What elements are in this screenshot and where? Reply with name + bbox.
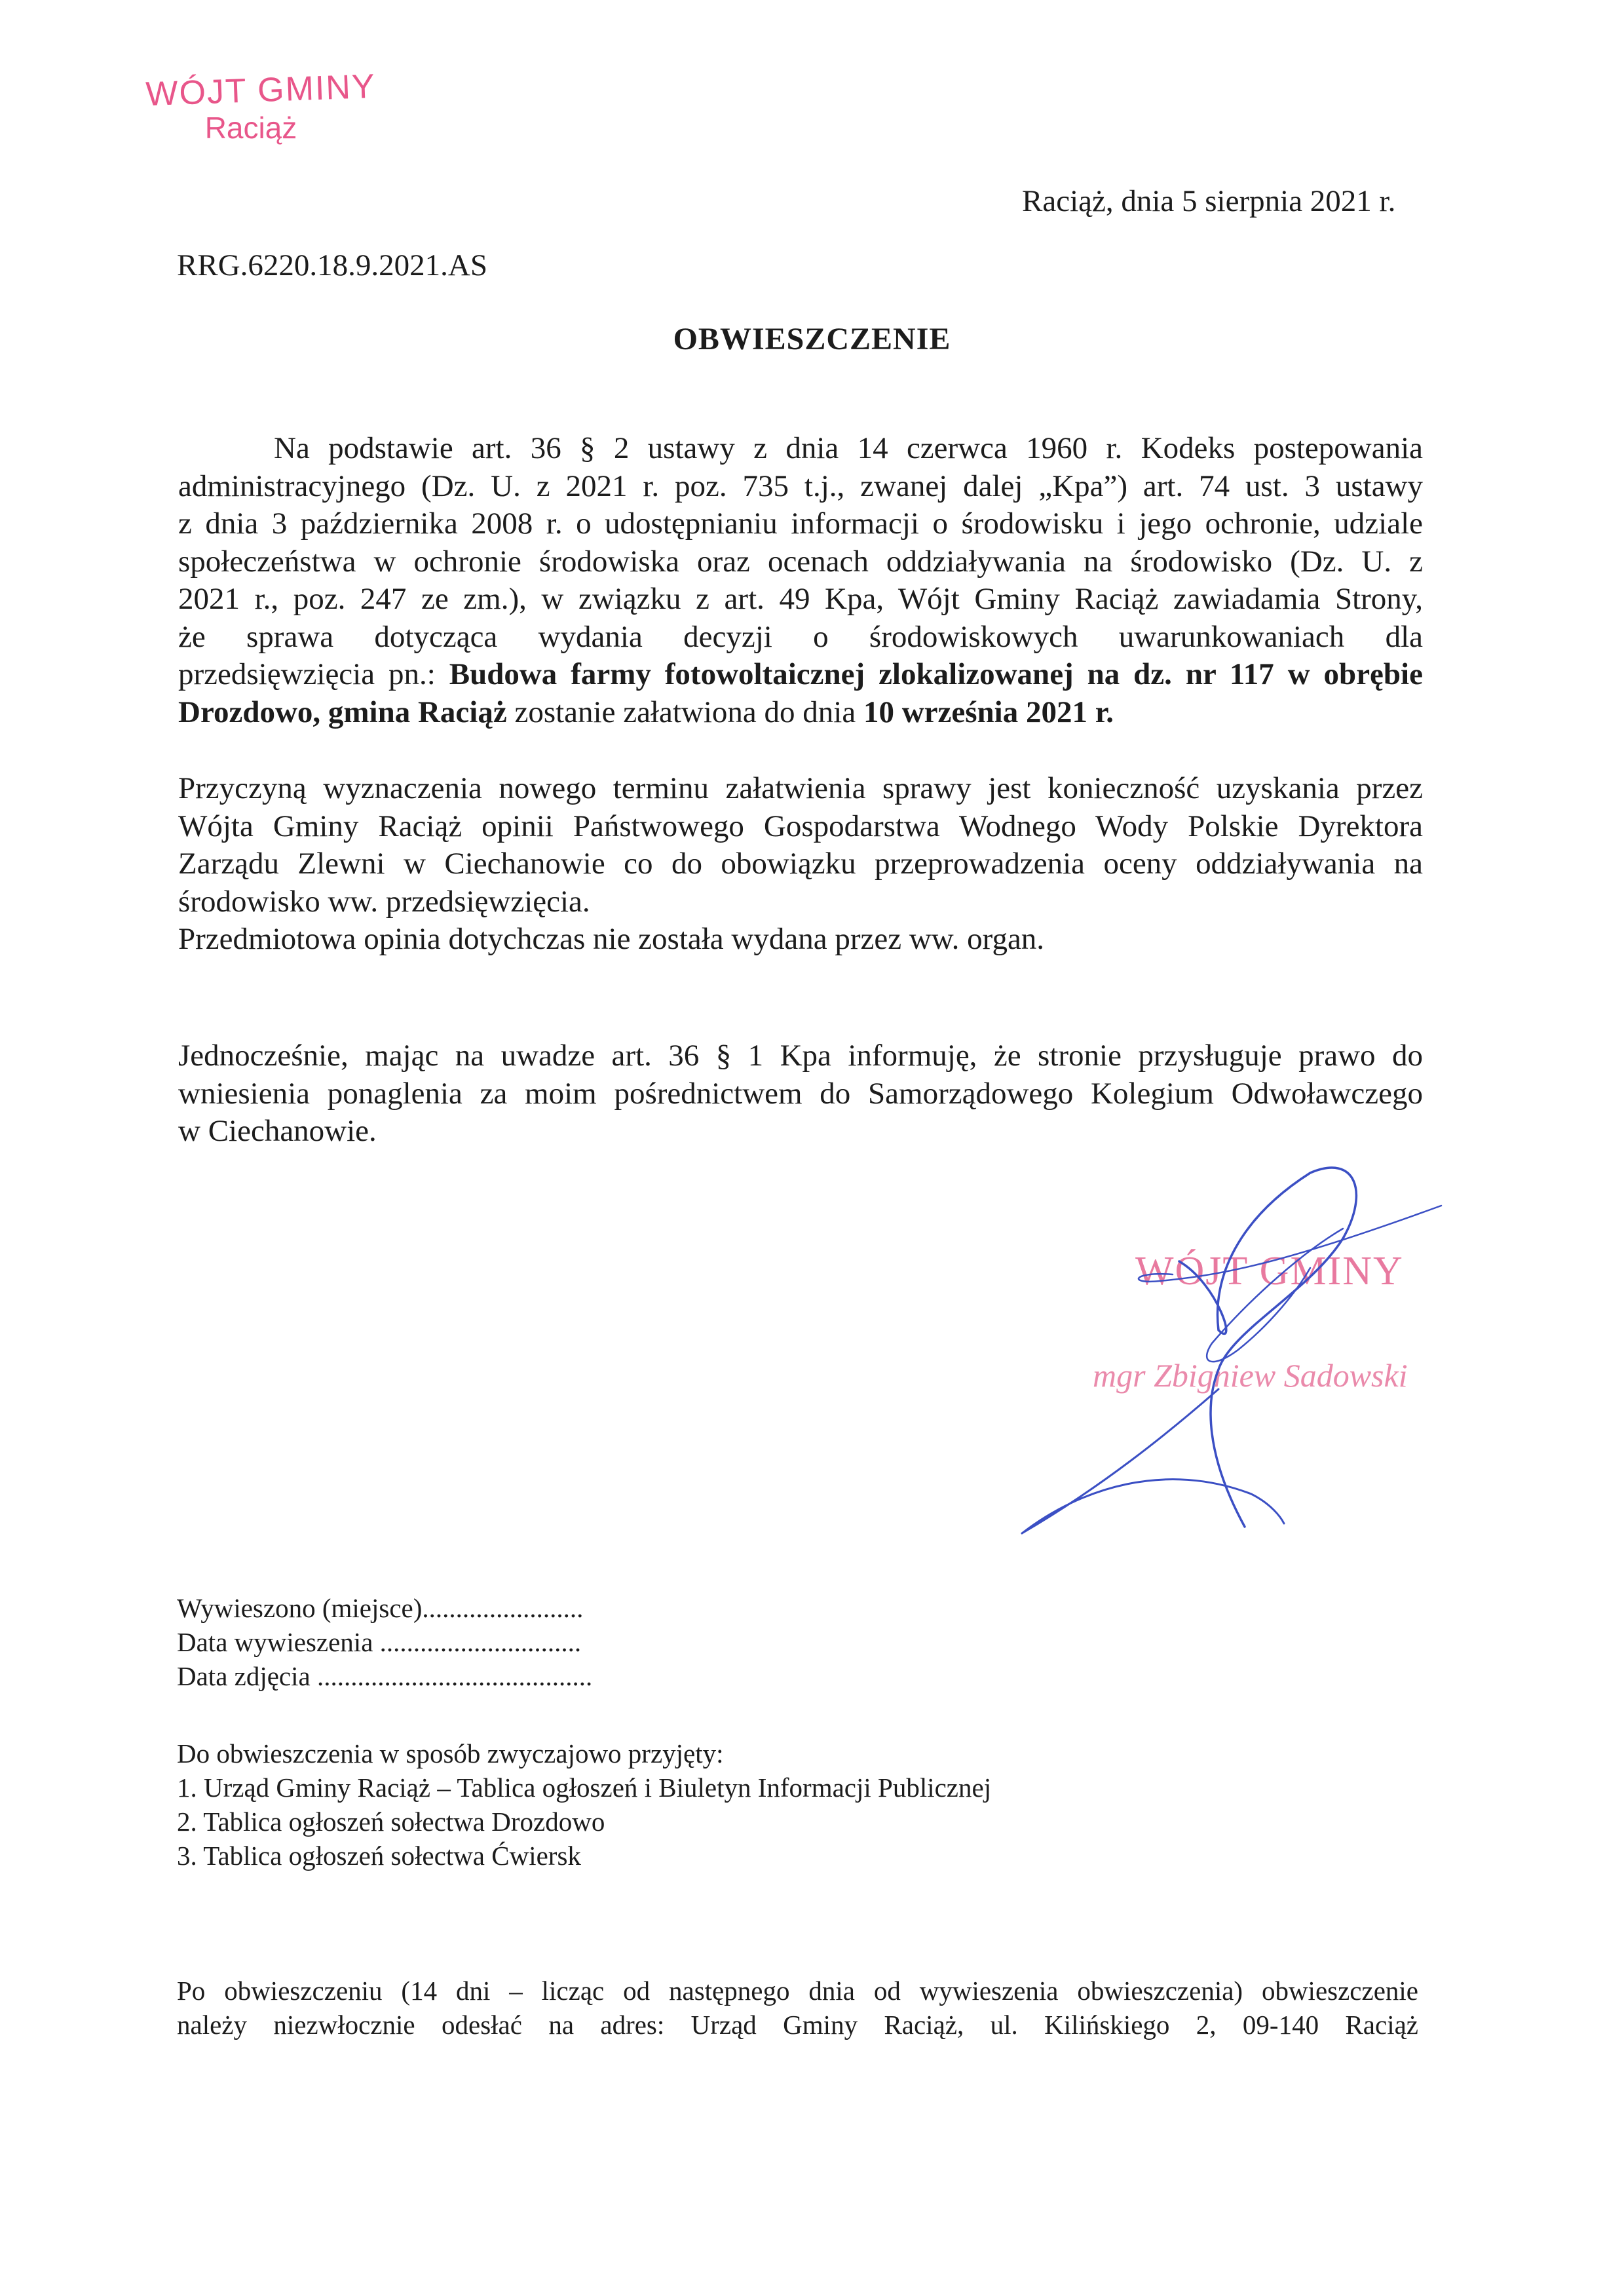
text-line: Na podstawie art. 36 § 2 ustawy z dnia 14 czerwca 1960 r. Kodeks postepowania bbox=[274, 431, 1423, 465]
text-line: wniesienia ponaglenia za moim pośrednictwem do Samorządowego Kolegium Odwoławczego bbox=[178, 1076, 1423, 1111]
text-line: środowisko ww. przedsięwzięcia. bbox=[178, 884, 590, 919]
handwritten-signature bbox=[1002, 1153, 1461, 1546]
text-line: Przedmiotowa opinia dotychczas nie została wydana przez ww. organ. bbox=[178, 922, 1045, 956]
text-line: należy niezwłocznie odesłać na adres: Urząd Gminy Raciąż, ul. Kilińskiego 2, 09-140 Raciąż bbox=[177, 2010, 1418, 2040]
distribution-item: 1. Urząd Gminy Raciąż – Tablica ogłoszeń i Biuletyn Informacji Publicznej bbox=[177, 1772, 992, 1803]
text-line: Po obwieszczeniu (14 dni – licząc od następnego dnia od wywieszenia obwieszczenia) obwieszczenie bbox=[177, 1976, 1418, 2006]
distribution-heading: Do obwieszczenia w sposób zwyczajowo przyjęty: bbox=[177, 1738, 724, 1769]
text-line: Przyczyną wyznaczenia nowego terminu załatwienia sprawy jest konieczność uzyskania przez bbox=[178, 771, 1423, 805]
place-and-date: Raciąż, dnia 5 sierpnia 2021 r. bbox=[1022, 184, 1396, 218]
document-title: OBWIESZCZENIE bbox=[673, 322, 951, 356]
text-line bbox=[178, 694, 1423, 732]
text-line: Wójta Gminy Raciąż opinii Państwowego Gospodarstwa Wodnego Wody Polskie Dyrektora bbox=[178, 809, 1423, 843]
office-stamp-header bbox=[130, 67, 392, 145]
signature-stroke-crossbar bbox=[1139, 1206, 1441, 1282]
project-name-part2: Drozdowo, gmina Raciąż bbox=[178, 695, 507, 729]
case-number: RRG.6220.18.9.2021.AS bbox=[177, 248, 487, 282]
posting-fields bbox=[177, 1591, 592, 1693]
signature-stroke-diagonal bbox=[1022, 1389, 1218, 1533]
text-line: 2021 r., poz. 247 ze zm.), w związku z art. 49 Kpa, Wójt Gminy Raciąż zawiadamia Strony, bbox=[178, 582, 1423, 616]
text-line: z dnia 3 października 2008 r. o udostępnianiu informacji o środowisku i jego ochronie, udziale bbox=[178, 507, 1423, 541]
field-posted-place: Wywieszono (miejsce)........................ bbox=[177, 1593, 584, 1623]
deadline-date: 10 września 2021 r. bbox=[863, 695, 1114, 729]
text-line: administracyjnego (Dz. U. z 2021 r. poz. 735 t.j., zwanej dalej „Kpa”) art. 74 ust. 3 ustawy bbox=[178, 469, 1423, 503]
text-line: Zarządu Zlewni w Ciechanowie co do obowiązku przeprowadzenia oceny oddziaływania na bbox=[178, 847, 1423, 881]
paragraph-reason bbox=[178, 770, 1423, 959]
return-instruction bbox=[177, 1974, 1418, 2042]
text-fragment: zostanie załatwiona do dnia bbox=[506, 695, 863, 729]
text-line: że sprawa dotycząca wydania decyzji o środowiskowych uwarunkowaniach dla bbox=[178, 619, 1423, 654]
text-line: Jednocześnie, mając na uwadze art. 36 § 1 Kpa informuję, że stronie przysługuje prawo do bbox=[178, 1039, 1423, 1073]
stamp-header-place: Raciąż bbox=[204, 111, 297, 145]
text-fragment: przedsięwzięcia pn.: bbox=[178, 657, 449, 691]
field-removed-date: Data zdjęcia ......................................... bbox=[177, 1661, 593, 1691]
text-line: w Ciechanowie. bbox=[178, 1114, 377, 1148]
distribution-item: 3. Tablica ogłoszeń sołectwa Ćwiersk bbox=[177, 1841, 581, 1871]
text-line: społeczeństwa w ochronie środowiska oraz ocenach oddziaływania na środowisko (Dz. U. z bbox=[178, 544, 1423, 579]
paragraph-appeal-right bbox=[178, 1037, 1423, 1151]
distribution-list bbox=[177, 1736, 991, 1873]
field-posted-date: Data wywieszenia .............................. bbox=[177, 1627, 582, 1657]
distribution-item: 2. Tablica ogłoszeń sołectwa Drozdowo bbox=[177, 1807, 605, 1837]
text-line bbox=[178, 656, 1423, 694]
signature-stamp-title: WÓJT GMINY bbox=[1135, 1249, 1404, 1293]
signature-stroke-loop bbox=[1179, 1168, 1356, 1527]
signature-stamp-name: mgr Zbigniew Sadowski bbox=[1093, 1357, 1408, 1394]
signature-stroke-inner-loop bbox=[1207, 1229, 1343, 1362]
stamp-header-title: WÓJT GMINY bbox=[145, 67, 377, 114]
paragraph-legal-basis bbox=[178, 430, 1423, 731]
project-name-part1: Budowa farmy fotowoltaicznej zlokalizowanej na dz. nr 117 w obrębie bbox=[449, 657, 1423, 691]
